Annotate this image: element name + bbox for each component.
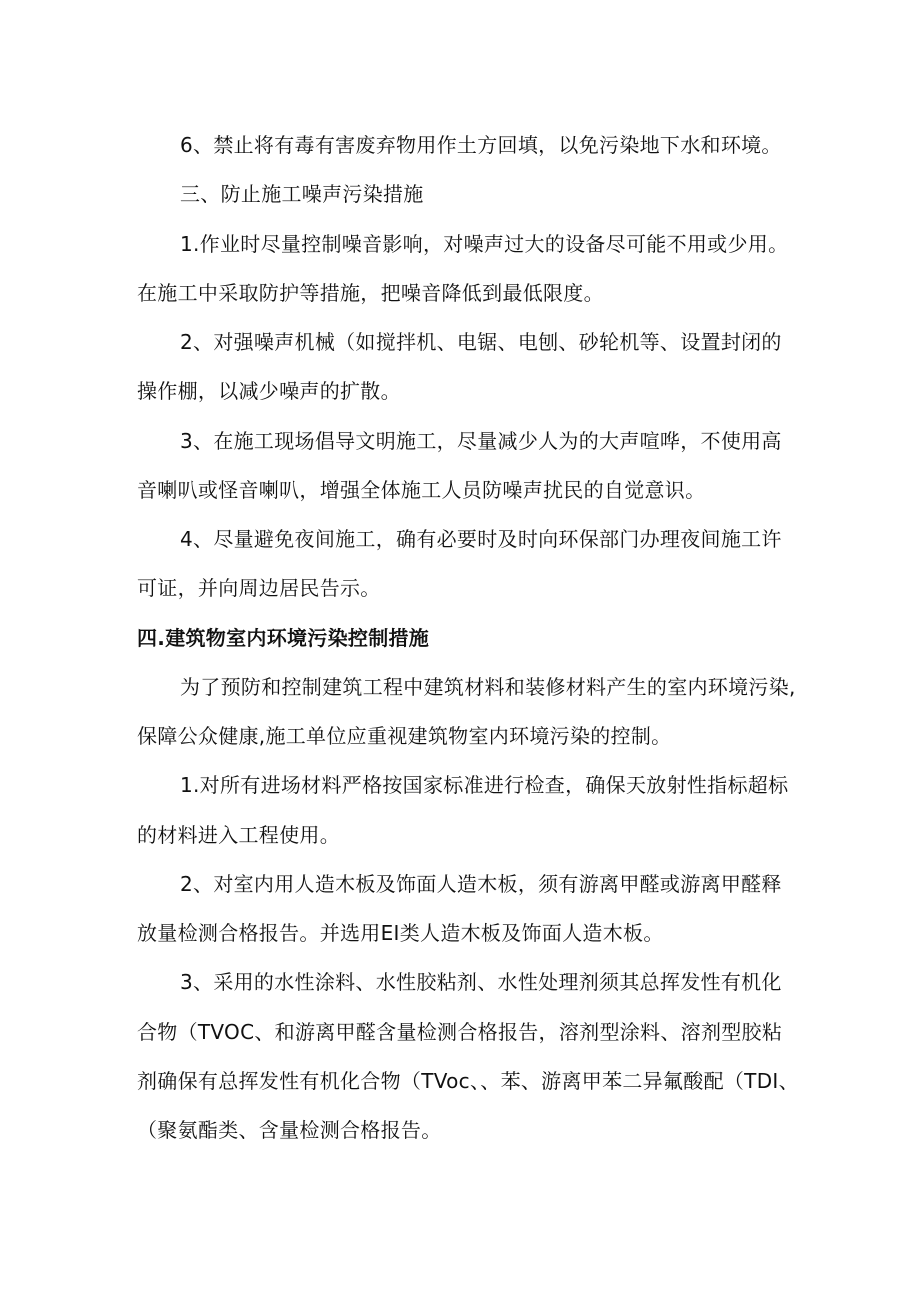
paragraph-item-2-line-1: 2、对强噪声机械（如搅拌机、电锯、电刨、砂轮机等、设置封闭的 (180, 330, 782, 354)
indoor-item-3-line-2: 合物（TVOC、和游离甲醛含量检测合格报告，溶剂型涂料、溶剂型胶粘 (137, 1020, 783, 1044)
indoor-item-1-line-2: 的材料进入工程使用。 (137, 823, 340, 847)
section-heading-3: 三、防止施工噪声污染措施 (180, 182, 424, 206)
paragraph-item-1-line-2: 在施工中采取防护等措施，把噪音降低到最低限度。 (137, 281, 604, 305)
indoor-item-3-line-4: （聚氨酯类、含量检测合格报告。 (137, 1118, 442, 1142)
paragraph-item-6-line-1: 6、禁止将有毒有害废弃物用作土方回填，以免污染地下水和环境。 (180, 133, 782, 157)
paragraph-item-4-line-1: 4、尽量避免夜间施工，确有必要时及时向环保部门办理夜间施工许 (180, 527, 782, 551)
section-heading-4: 四.建筑物室内环境污染控制措施 (137, 626, 430, 650)
indoor-item-3-line-1: 3、采用的水性涂料、水性胶粘剂、水性处理剂须其总挥发性有机化 (180, 970, 782, 994)
intro-paragraph-line-2: 保障公众健康,施工单位应重视建筑物室内环境污染的控制。 (137, 724, 672, 748)
indoor-item-2-line-1: 2、对室内用人造木板及饰面人造木板，须有游离甲醛或游离甲醛释 (180, 872, 782, 896)
indoor-item-3-line-3: 剂确保有总挥发性有机化合物（TVoc、、苯、游离甲苯二异氟酸配（TDI、 (137, 1069, 799, 1093)
intro-paragraph-line-1: 为了预防和控制建筑工程中建筑材料和装修材料产生的室内环境污染, (180, 675, 796, 699)
paragraph-item-2-line-2: 操作棚，以减少噪声的扩散。 (137, 379, 401, 403)
paragraph-item-4-line-2: 可证，并向周边居民告示。 (137, 576, 381, 600)
indoor-item-2-line-2: 放量检测合格报告。并选用EI类人造木板及饰面人造木板。 (137, 921, 664, 945)
indoor-item-1-line-1: 1.对所有进场材料严格按国家标准进行检查，确保天放射性指标超标 (180, 773, 789, 797)
paragraph-item-3-line-2: 音喇叭或怪音喇叭，增强全体施工人员防噪声扰民的自觉意识。 (137, 478, 706, 502)
paragraph-item-1-line-1: 1.作业时尽量控制噪音影响，对噪声过大的设备尽可能不用或少用。 (180, 232, 789, 256)
paragraph-item-3-line-1: 3、在施工现场倡导文明施工，尽量减少人为的大声喧哗，不使用高 (180, 429, 782, 453)
